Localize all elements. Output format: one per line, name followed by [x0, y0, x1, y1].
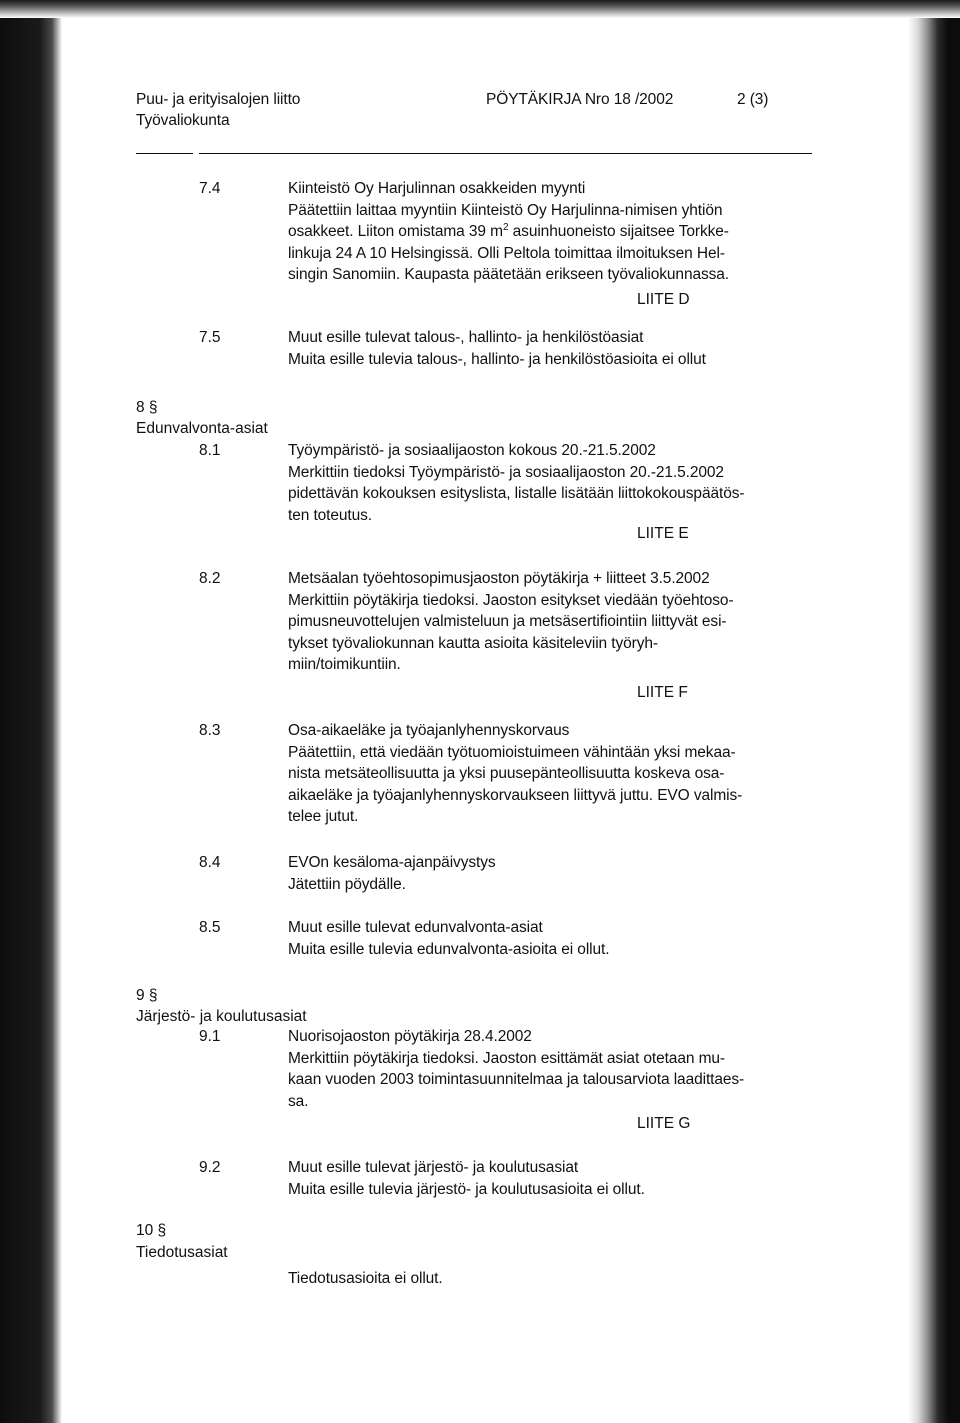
item-7-4-text: [288, 178, 729, 286]
section-number: 10 §: [136, 1222, 167, 1239]
scan-shadow-left: [0, 0, 62, 1423]
document-title: PÖYTÄKIRJA Nro 18 /2002: [486, 91, 674, 108]
item-line: Merkittiin pöytäkirja tiedoksi. Jaoston esitykset viedään työehtoso-: [288, 591, 734, 609]
attachment-label: LIITE D: [637, 291, 690, 308]
item-line: tykset työvaliokunnan kautta asioita käsiteleviin työryh-: [288, 634, 658, 652]
section-text: Tiedotusasioita ei ollut.: [288, 1270, 443, 1287]
item-9-2-text: [288, 1157, 645, 1200]
item-number: 9.2: [199, 1159, 221, 1176]
item-heading: Muut esille tulevat talous-, hallinto- ja henkilöstöasiat: [288, 329, 644, 346]
item-number: 7.5: [199, 329, 221, 346]
section-number: 8 §: [136, 399, 158, 416]
item-heading: Muut esille tulevat järjestö- ja koulutusasiat: [288, 1159, 579, 1176]
item-number: 7.4: [199, 180, 221, 197]
item-line: miin/toimikuntiin.: [288, 656, 401, 674]
org-name: Puu- ja erityisalojen liitto: [136, 91, 301, 108]
item-number: 9.1: [199, 1028, 221, 1045]
section-number: 9 §: [136, 987, 158, 1004]
item-line: singin Sanomiin. Kaupasta päätetään erikseen työvaliokunnassa.: [288, 266, 730, 284]
item-number: 8.2: [199, 570, 221, 587]
item-heading: Muut esille tulevat edunvalvonta-asiat: [288, 919, 543, 936]
item-line-part: osakkeet. Liiton omistama 39 m: [288, 223, 503, 241]
item-8-4-text: [288, 852, 496, 895]
item-heading: Kiinteistö Oy Harjulinnan osakkeiden myynti: [288, 180, 586, 197]
item-number: 8.5: [199, 919, 221, 936]
item-line: Merkittiin pöytäkirja tiedoksi. Jaoston esittämät asiat otetaan mu-: [288, 1049, 725, 1067]
item-8-5-text: [288, 917, 609, 960]
item-line: nista metsäteollisuutta ja yksi puusepänteollisuutta koskeva osa-: [288, 765, 725, 783]
section-title: Tiedotusasiat: [136, 1244, 228, 1261]
item-7-5-text: [288, 327, 706, 370]
item-heading: Metsäalan työehtosopimusjaoston pöytäkirja + liitteet 3.5.2002: [288, 570, 710, 587]
item-line: sa.: [288, 1092, 309, 1110]
item-line: linkuja 24 A 10 Helsingissä. Olli Peltola toimittaa ilmoituksen Hel-: [288, 244, 725, 262]
section-title: Järjestö- ja koulutusasiat: [136, 1008, 307, 1025]
item-line: Muita esille tulevia talous-, hallinto- ja henkilöstöasioita ei ollut: [288, 350, 706, 368]
page-number: 2 (3): [737, 91, 769, 108]
item-heading: EVOn kesäloma-ajanpäivystys: [288, 854, 496, 871]
item-9-1-text: [288, 1026, 744, 1112]
committee-name: Työvaliokunta: [136, 112, 230, 129]
item-8-2-text: [288, 568, 734, 676]
item-line: [288, 221, 729, 243]
item-line: Muita esille tulevia järjestö- ja koulutusasioita ei ollut.: [288, 1180, 645, 1198]
scan-shadow-top: [0, 0, 960, 18]
section-title: Edunvalvonta-asiat: [136, 420, 268, 437]
item-number: 8.4: [199, 854, 221, 871]
item-line: pidettävän kokouksen esityslista, listalle lisätään liittokokouspäätös-: [288, 485, 745, 503]
attachment-label: LIITE E: [637, 525, 689, 542]
item-line: pimusneuvottelujen valmisteluun ja metsäsertifiointiin liittyvät esi-: [288, 613, 727, 631]
item-8-1-text: [288, 440, 744, 526]
item-line: Muita esille tulevia edunvalvonta-asioita ei ollut.: [288, 940, 610, 958]
attachment-label: LIITE G: [637, 1115, 691, 1132]
item-line: Merkittiin tiedoksi Työympäristö- ja sosiaalijaoston 20.-21.5.2002: [288, 463, 724, 481]
item-heading: Nuorisojaoston pöytäkirja 28.4.2002: [288, 1028, 532, 1045]
item-line: Päätettiin laittaa myyntiin Kiinteistö Oy Harjulinna-nimisen yhtiön: [288, 201, 723, 219]
item-line: Päätettiin, että viedään työtuomioistuimeen vähintään yksi mekaa-: [288, 743, 736, 761]
item-heading: Työympäristö- ja sosiaalijaoston kokous 20.-21.5.2002: [288, 442, 656, 459]
item-number: 8.1: [199, 442, 221, 459]
item-line: kaan vuoden 2003 toimintasuunnitelmaa ja talousarviota laadittaes-: [288, 1071, 745, 1089]
item-heading: Osa-aikaeläke ja työajanlyhennyskorvaus: [288, 722, 570, 739]
item-line: telee jutut.: [288, 808, 359, 826]
item-line: ten toteutus.: [288, 506, 373, 524]
attachment-label: LIITE F: [637, 684, 688, 701]
item-8-3-text: [288, 720, 742, 828]
item-line: aikaeläke ja työajanlyhennyskorvaukseen liittyvä juttu. EVO valmis-: [288, 786, 743, 804]
item-line-part: asuinhuoneisto sijaitsee Torkke-: [508, 223, 729, 241]
scan-shadow-right: [908, 0, 960, 1423]
header-rule-short: [136, 153, 193, 154]
item-line: Jätettiin pöydälle.: [288, 875, 406, 893]
header-rule-long: [199, 153, 812, 154]
superscript: 2: [502, 222, 509, 234]
item-number: 8.3: [199, 722, 221, 739]
